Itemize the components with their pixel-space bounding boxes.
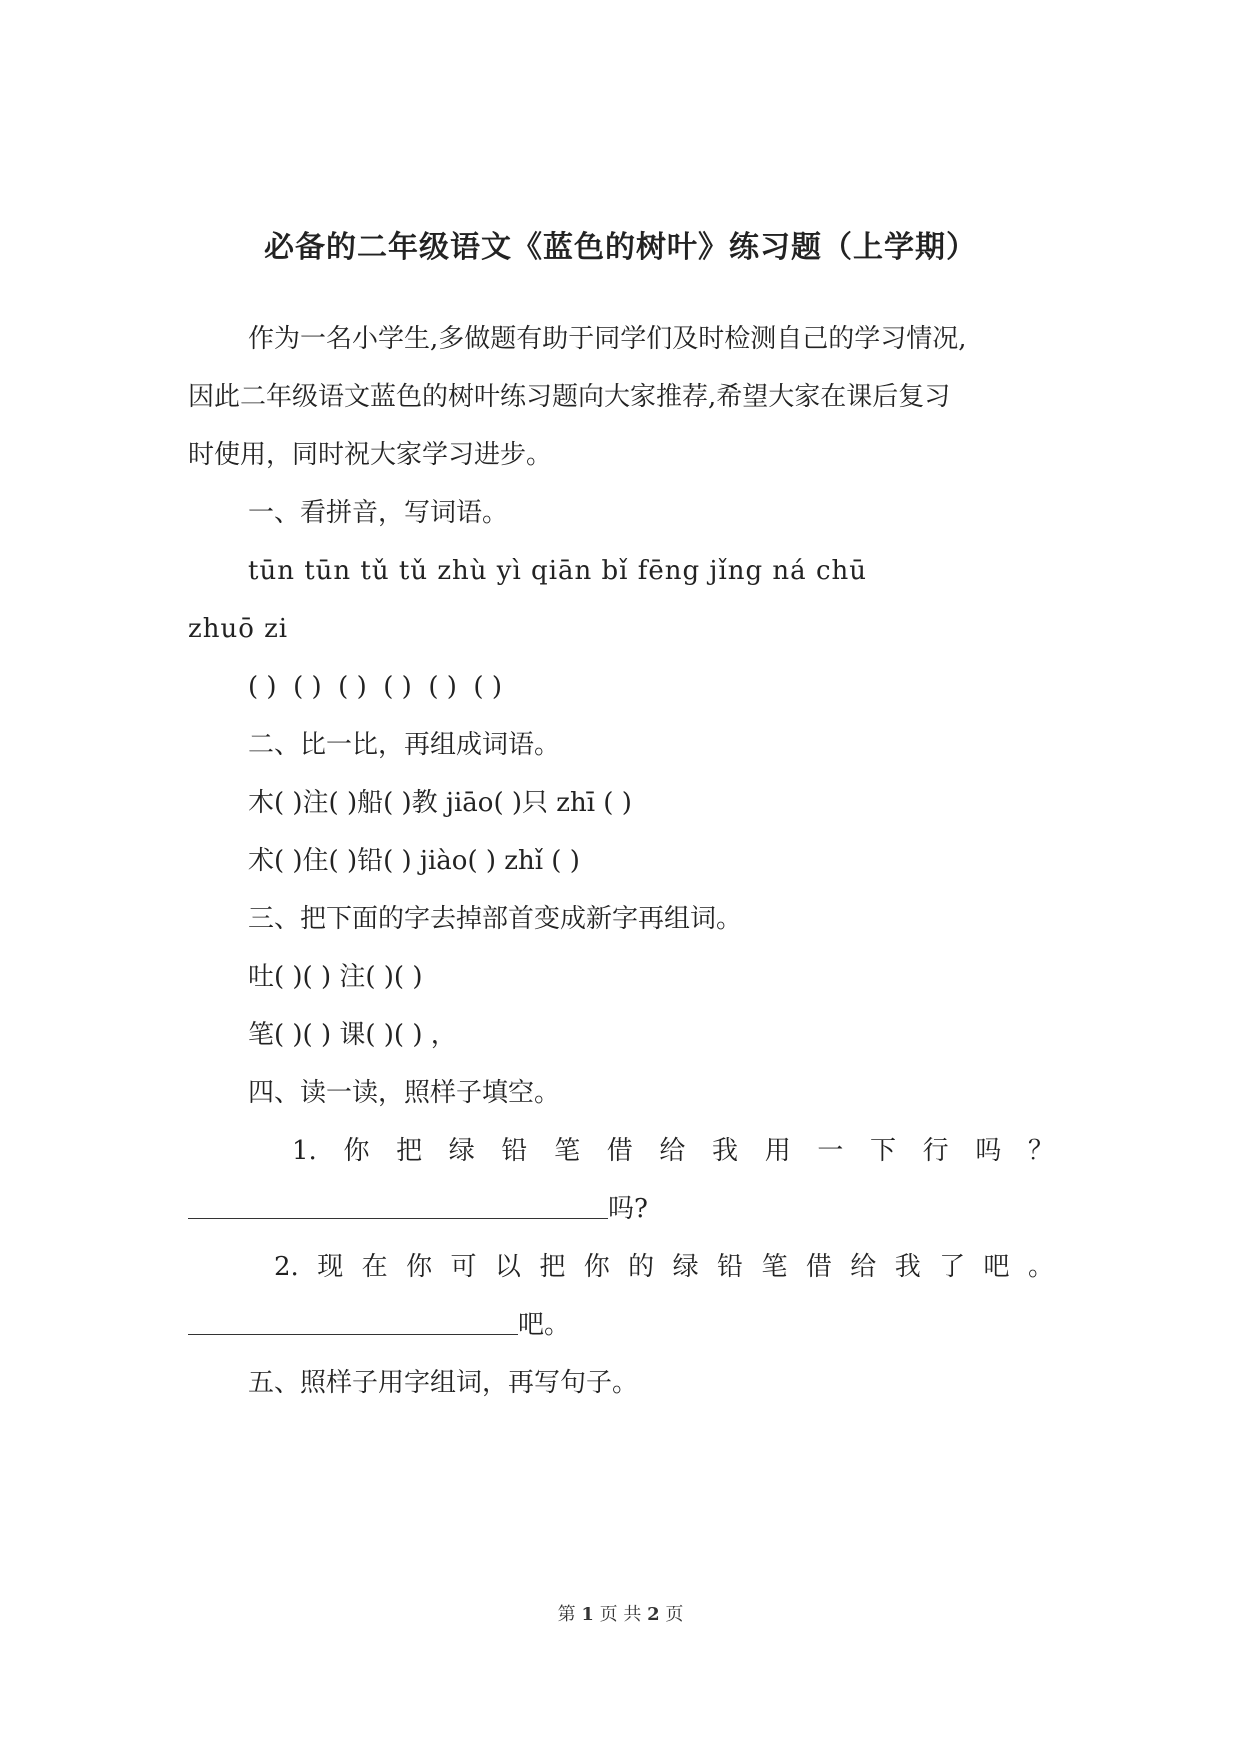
question-char: 笔 <box>761 1252 788 1282</box>
question-char: 铅 <box>501 1136 528 1166</box>
answer-underline <box>188 1310 518 1335</box>
question-char: 可 <box>450 1252 477 1282</box>
question-char: 笔 <box>554 1136 581 1166</box>
question-char: 你 <box>406 1252 433 1282</box>
question-char: 下 <box>870 1136 897 1166</box>
question-char: 借 <box>805 1252 832 1282</box>
section-2-row-1: 木( )注( )船( )教 jiāo( )只 zhī ( ) <box>248 788 632 818</box>
footer-suffix: 页 <box>665 1604 684 1625</box>
question-char: 给 <box>659 1136 686 1166</box>
footer-page-number: 1 <box>581 1604 594 1625</box>
section-1-pinyin-line-1: tūn tūn tǔ tǔ zhù yì qiān bǐ fēng jǐng ná chū <box>248 556 867 586</box>
section-3-heading: 三、把下面的字去掉部首变成新字再组词。 <box>248 904 743 934</box>
question-char: 绿 <box>448 1136 475 1166</box>
footer-prefix: 第 <box>557 1604 576 1625</box>
footer-middle: 页 共 <box>599 1604 642 1625</box>
section-3-row-2: 笔( )( ) 课( )( ) ， <box>248 1020 457 1050</box>
question-char: 借 <box>606 1136 633 1166</box>
question-char: 2. <box>274 1252 299 1282</box>
question-char: 了 <box>939 1252 966 1282</box>
question-char: 的 <box>628 1252 655 1282</box>
question-char: 你 <box>343 1136 370 1166</box>
section-4-question-1-answer <box>188 1192 648 1226</box>
section-4-heading: 四、读一读，照样子填空。 <box>248 1078 561 1108</box>
question-char: 吧 <box>983 1252 1010 1282</box>
question-char: 铅 <box>717 1252 744 1282</box>
question-char: 现 <box>317 1252 344 1282</box>
question-char: 行 <box>922 1136 949 1166</box>
document-title: 必备的二年级语文《蓝色的树叶》练习题（上学期） <box>264 230 977 265</box>
question-char: 吗 <box>975 1136 1002 1166</box>
question-char: 以 <box>494 1252 521 1282</box>
answer-underline <box>188 1194 608 1219</box>
section-4-question-1 <box>292 1134 1054 1168</box>
section-3-row-1: 吐( )( ) 注( )( ) <box>248 962 423 992</box>
question-char: 用 <box>764 1136 791 1166</box>
section-4-question-2-answer <box>188 1308 570 1342</box>
question-char: 你 <box>583 1252 610 1282</box>
question-char: 我 <box>712 1136 739 1166</box>
intro-line-1: 作为一名小学生,多做题有助于同学们及时检测自己的学习情况, <box>248 324 967 354</box>
page-footer <box>0 1600 1241 1626</box>
section-1-answer-blanks: ( ) ( ) ( ) ( ) ( ) ( ) <box>248 672 502 702</box>
question-char: 一 <box>817 1136 844 1166</box>
question-2-tail: 吧。 <box>518 1310 571 1340</box>
question-1-tail: 吗? <box>608 1194 648 1224</box>
footer-total-pages: 2 <box>647 1604 660 1625</box>
section-2-row-2: 术( )住( )铅( ) jiào( ) zhǐ ( ) <box>248 846 580 876</box>
question-char: 给 <box>850 1252 877 1282</box>
section-5-heading: 五、照样子用字组词，再写句子。 <box>248 1368 639 1398</box>
question-char: ？ <box>1027 1136 1054 1166</box>
section-1-heading: 一、看拼音，写词语。 <box>248 498 509 528</box>
question-char: 把 <box>396 1136 423 1166</box>
question-char: 把 <box>539 1252 566 1282</box>
question-char: 绿 <box>672 1252 699 1282</box>
question-char: 在 <box>361 1252 388 1282</box>
section-4-question-2 <box>274 1250 1054 1284</box>
question-char: 1. <box>292 1136 317 1166</box>
section-1-pinyin-line-2: zhuō zi <box>188 614 289 644</box>
intro-line-3: 时使用，同时祝大家学习进步。 <box>188 440 553 470</box>
intro-line-2: 因此二年级语文蓝色的树叶练习题向大家推荐,希望大家在课后复习 <box>188 382 951 412</box>
section-2-heading: 二、比一比，再组成词语。 <box>248 730 561 760</box>
question-char: 。 <box>1027 1252 1054 1282</box>
question-char: 我 <box>894 1252 921 1282</box>
